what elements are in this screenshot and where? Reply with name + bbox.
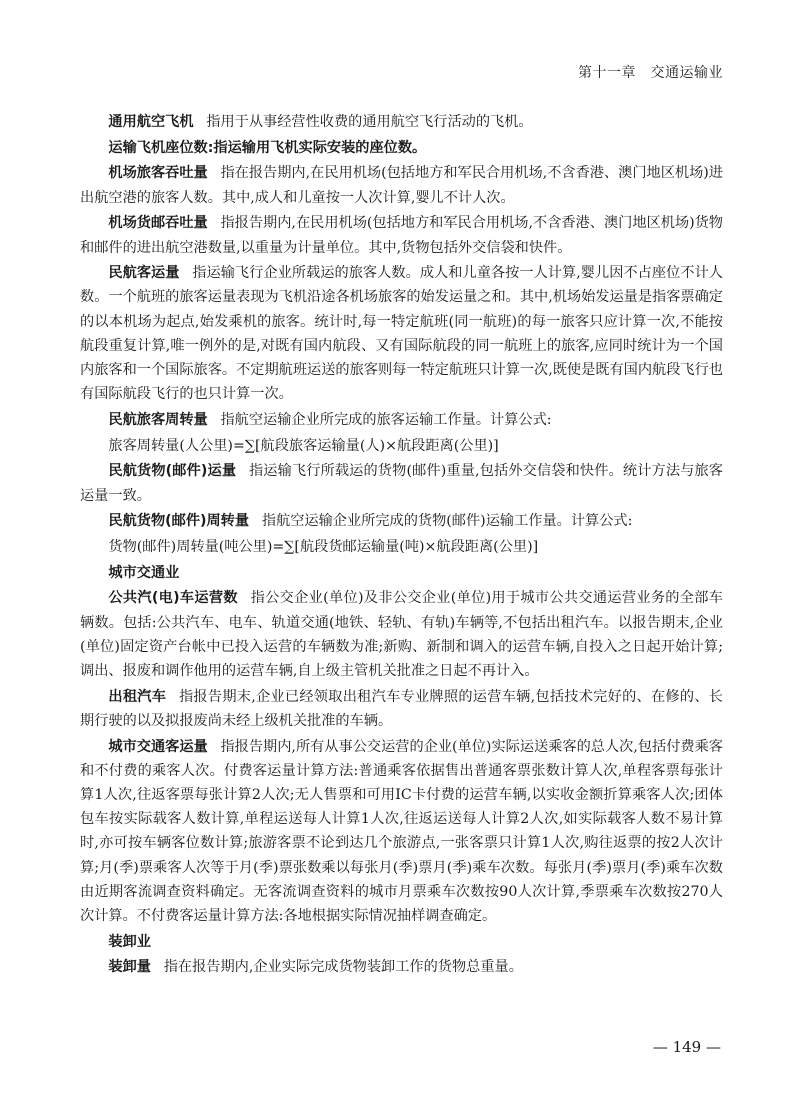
entry-paragraph [80,955,723,979]
entry-text: 指运输飞行企业所载运的旅客人数。成人和儿童各按一人计算,婴儿因不占座位不计人数。一个航班的旅客运量表现为飞机沿途各机场旅客的始发运量之和。其中,机场始发运量是指客票确定的以本机场为起点,始发乘机的旅客。统计时,每一特定航班(同一航班)的每一旅客只应计算一次,不能按航段重复计算,唯一例外的是,对既有国内航段、又有国际航段的同一航班上的旅客,应同时统计为一个国内旅客和一个国际旅客。不定期航班运送的旅客则每一特定航班只计算一次,既使是既有国内航段飞行也有国际航段飞行的也只计算一次。 [80,265,723,403]
entry-term: 民航货物(邮件)周转量 [108,513,250,530]
entry-paragraph [80,408,723,432]
entry-paragraph [80,211,723,259]
entry-term: 运输飞机座位数:指运输用飞机实际安装的座位数。 [108,139,427,156]
entry-text: 指航空运输企业所完成的旅客运输工作量。计算公式: [220,411,552,428]
entry-term: 机场货邮吞吐量 [108,215,208,232]
entry-term: 机场旅客吞吐量 [108,165,208,182]
entry-text: 指用于从事经营性收费的通用航空飞行活动的飞机。 [206,114,533,130]
entry-term: 装卸量 [108,959,151,976]
entry-paragraph [80,459,723,507]
entry-paragraph [80,136,723,160]
entry-paragraph [80,735,723,929]
entry-text: 指报告期内,在民用机场(包括地方和军民合用机场,不含香港、澳门地区机场)货物和邮件的进出航空港数量,以重量为计量单位。其中,货物包括外交信袋和快件。 [80,215,723,256]
entry-paragraph [80,161,723,209]
entry-paragraph [80,110,723,134]
formula-line: 货物(邮件)周转量(吨公里)=∑[航段货邮运输量(吨)×航段距离(公里)] [108,538,539,555]
entry-text: 指报告期末,企业已经领取出租汽车专业牌照的运营车辆,包括技术完好的、在修的、长期行驶的以及拟报废尚未经上级机关批准的车辆。 [80,688,723,729]
formula-line: 旅客周转量(人公里)=∑[航段旅客运输量(人)×航段距离(公里)] [108,437,499,454]
entry-text: 指在报告期内,在民用机场(包括地方和军民合用机场,不含香港、澳门地区机场)进出航空港的旅客人数。其中,成人和儿童按一人次计算,婴儿不计人次。 [80,165,723,206]
entry-paragraph [80,586,723,683]
entry-text: 指运输飞行所载运的货物(邮件)重量,包括外交信袋和快件。统计方法与旅客运量一致。 [80,463,723,504]
entry-paragraph [80,509,723,533]
entry-term: 民航旅客周转量 [108,411,208,428]
entry-text: 指报告期内,所有从事公交运营的企业(单位)实际运送乘客的总人次,包括付费乘客和不付费的乘客人次。付费客运量计算方法:普通乘客依据售出普通客票张数计算人次,单程客票每张计算1人次,往返客票每张计算2人次;无人售票和可用IC卡付费的运营车辆,以实收金额折算乘客人次;团体包车按实际载客人数计算,单程运送每人计算1人次,往返运送每人计算2人次,如实际载客人数不易计算时,亦可按车辆客位数计算;旅游客票不论到达几个旅游点,一张客票只计算1人次,购往返票的按2人次计算;月(季)票乘客人次等于月(季)票张数乘以每张月(季)票月(季)乘车次数。每张月(季)票月(季)乘车次数由近期客流调查资料确定。无客流调查资料的城市月票乘车次数按90人次计算,季票乘车次数按270人次计算。不付费客运量计算方法:各地根据实际情况抽样调查确定。 [80,738,723,924]
entry-term: 民航客运量 [108,265,180,282]
entry-term: 民航货物(邮件)运量 [108,463,237,480]
section-heading: 装卸业 [108,933,151,950]
entry-term: 出租汽车 [108,688,167,705]
page-number: — 149 — [652,1038,721,1056]
entry-term: 通用航空飞机 [108,114,194,130]
chapter-header: 第十一章 交通运输业 [578,65,723,81]
entry-paragraph [80,685,723,733]
entry-text: 指公交企业(单位)及非公交企业(单位)用于城市公共交通运营业务的全部车辆数。包括:公共汽车、电车、轨道交通(地铁、轻轨、有轨)车辆等,不包括出租汽车。以报告期末,企业(单位)固定资产台帐中已投入运营的车辆数为准;新购、新制和调入的运营车辆,自投入之日起开始计算;调出、报废和调作他用的运营车辆,自上级主管机关批准之日起不再计入。 [80,590,723,679]
entry-term: 公共汽(电)车运营数 [108,590,238,607]
entry-text: 指在报告期内,企业实际完成货物装卸工作的货物总重量。 [163,959,523,976]
entry-term: 城市交通客运量 [108,738,208,755]
section-heading: 城市交通业 [108,564,180,581]
entry-paragraph [80,261,723,406]
document-body [80,110,723,981]
entry-text: 指航空运输企业所完成的货物(邮件)运输工作量。计算公式: [261,513,633,530]
